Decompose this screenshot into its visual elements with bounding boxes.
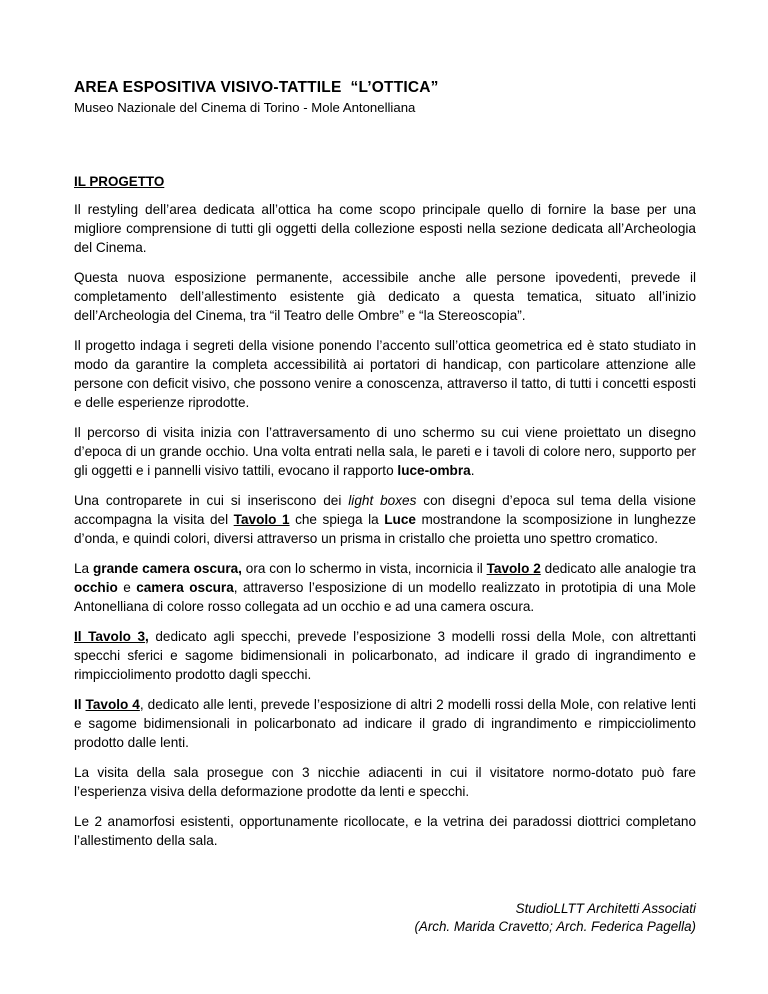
paragraph: Le 2 anamorfosi esistenti, opportunamente ricollocate, e la vetrina dei paradossi diottrici completano l’allestimento della sala. xyxy=(74,814,696,848)
signature-block xyxy=(74,900,696,936)
paragraph: Questa nuova esposizione permanente, accessibile anche alle persone ipovedenti, prevede il completamento dell’allestimento esistente già dedicato a questa tematica, situato all’inizio dell’Archeologia del Cinema, tra “il Teatro delle Ombre” e “la Stereoscopia”. xyxy=(74,270,696,323)
paragraph: La visita della sala prosegue con 3 nicchie adiacenti in cui il visitatore normo-dotato può fare l’esperienza visiva della deformazione prodotte da lenti e specchi. xyxy=(74,765,696,799)
paragraph: Il Tavolo 4, dedicato alle lenti, prevede l’esposizione di altri 2 modelli rossi della Mole, con relative lenti e sagome bidimensionali in policarbonato ad indicare il grado di ingrandimento e rimpicciolimento prodotto dalle lenti. xyxy=(74,697,696,750)
document-body xyxy=(74,200,696,850)
paragraph: Il percorso di visita inizia con l’attraversamento di uno schermo su cui viene proiettato un disegno d’epoca di un grande occhio. Una volta entrati nella sala, le pareti e i tavoli di colore nero, supporto per gli oggetti e i pannelli visivo tattili, evocano il rapporto luce-ombra. xyxy=(74,425,696,478)
paragraph: Una controparete in cui si inseriscono dei light boxes con disegni d’epoca sul tema della visione accompagna la visita del Tavolo 1 che spiega la Luce mostrandone la scomposizione in lunghezze d’onda, e quindi colori, diversi attraverso un prisma in cristallo che proietta uno spettro cromatico. xyxy=(74,493,696,546)
document-title: AREA ESPOSITIVA VISIVO-TATTILE “L’OTTICA” xyxy=(74,79,439,96)
section-heading: IL PROGETTO xyxy=(74,174,165,189)
signature-line-2: (Arch. Marida Cravetto; Arch. Federica Pagella) xyxy=(414,919,696,934)
paragraph: Il restyling dell’area dedicata all’ottica ha come scopo principale quello di fornire la base per una migliore comprensione di tutti gli oggetti della collezione esposti nella sezione dedicata all’Archeologia del Cinema. xyxy=(74,202,696,255)
paragraph: Il Tavolo 3, dedicato agli specchi, prevede l’esposizione 3 modelli rossi della Mole, con altrettanti specchi sferici e sagome bidimensionali in policarbonato, ad indicare il grado di ingrandimento e rimpicciolimento prodotto dagli specchi. xyxy=(74,629,696,682)
paragraph: La grande camera oscura, ora con lo schermo in vista, incornicia il Tavolo 2 dedicato alle analogie tra occhio e camera oscura, attraverso l’esposizione di un modello realizzato in prototipia di una Mole Antonelliana di colore rosso collegata ad un occhio e ad una camera oscura. xyxy=(74,561,696,614)
signature-line-1: StudioLLTT Architetti Associati xyxy=(515,901,696,916)
document-subtitle: Museo Nazionale del Cinema di Torino - Mole Antonelliana xyxy=(74,100,416,115)
paragraph: Il progetto indaga i segreti della visione ponendo l’accento sull’ottica geometrica ed è stato studiato in modo da garantire la completa accessibilità ai portatori di handicap, con particolare attenzione alle persone con deficit visivo, che possono venire a conoscenza, attraverso il tatto, di tutti i concetti esposti e delle esperienze riprodotte. xyxy=(74,338,696,410)
